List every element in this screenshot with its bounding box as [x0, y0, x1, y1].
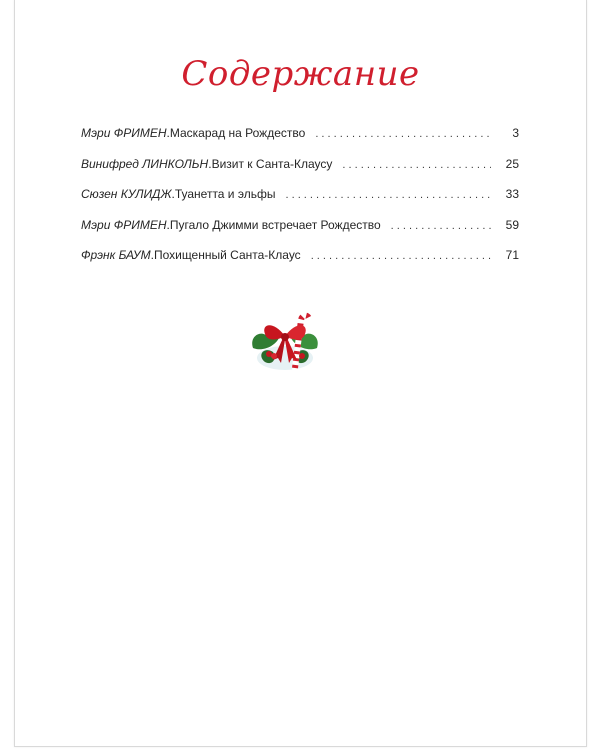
toc-story-title: Туанетта и эльфы: [174, 187, 276, 201]
toc-story-title: Пугало Джимми встречает Рождество: [169, 217, 381, 232]
toc-story-title: Маскарад на Рождество: [169, 126, 306, 140]
toc-entry[interactable]: [81, 157, 519, 177]
christmas-bow-candy-cane-holly-icon: [247, 306, 323, 378]
toc-entry[interactable]: [81, 187, 519, 207]
holly-berry: [299, 353, 305, 359]
table-of-contents: [81, 126, 519, 279]
toc-leader-dots: [315, 128, 491, 140]
toc-page-number: 3: [512, 126, 519, 140]
toc-separator: .: [166, 126, 170, 140]
toc-story-title: Визит к Санта-Клаусу: [211, 156, 333, 171]
toc-page-number: 33: [505, 187, 519, 201]
toc-entry[interactable]: [81, 218, 519, 238]
toc-author: Сюзен КУЛИДЖ: [81, 187, 172, 201]
toc-author: Винифред ЛИНКОЛЬН: [81, 156, 209, 171]
toc-page-number: 71: [505, 248, 519, 262]
toc-leader-dots: [391, 220, 491, 232]
toc-separator: .: [208, 156, 212, 171]
toc-separator: .: [171, 187, 175, 201]
toc-separator: .: [150, 248, 154, 262]
toc-author: Мэри ФРИМЕН: [81, 126, 167, 140]
toc-leader-dots: [342, 159, 491, 171]
toc-separator: .: [166, 217, 170, 232]
toc-page-number: 25: [505, 156, 519, 171]
toc-entry[interactable]: [81, 248, 519, 268]
toc-entry[interactable]: [81, 126, 519, 146]
toc-story-title: Похищенный Санта-Клаус: [153, 248, 301, 262]
bow-knot: [281, 333, 289, 341]
toc-author: Мэри ФРИМЕН: [81, 217, 167, 232]
toc-author: Фрэнк БАУМ: [81, 248, 151, 262]
book-page: [14, 0, 587, 747]
holly-berry: [271, 353, 277, 359]
toc-page-number: 59: [505, 217, 519, 232]
toc-leader-dots: [311, 250, 491, 262]
toc-leader-dots: [285, 189, 491, 201]
contents-heading: Содержание: [181, 54, 420, 94]
